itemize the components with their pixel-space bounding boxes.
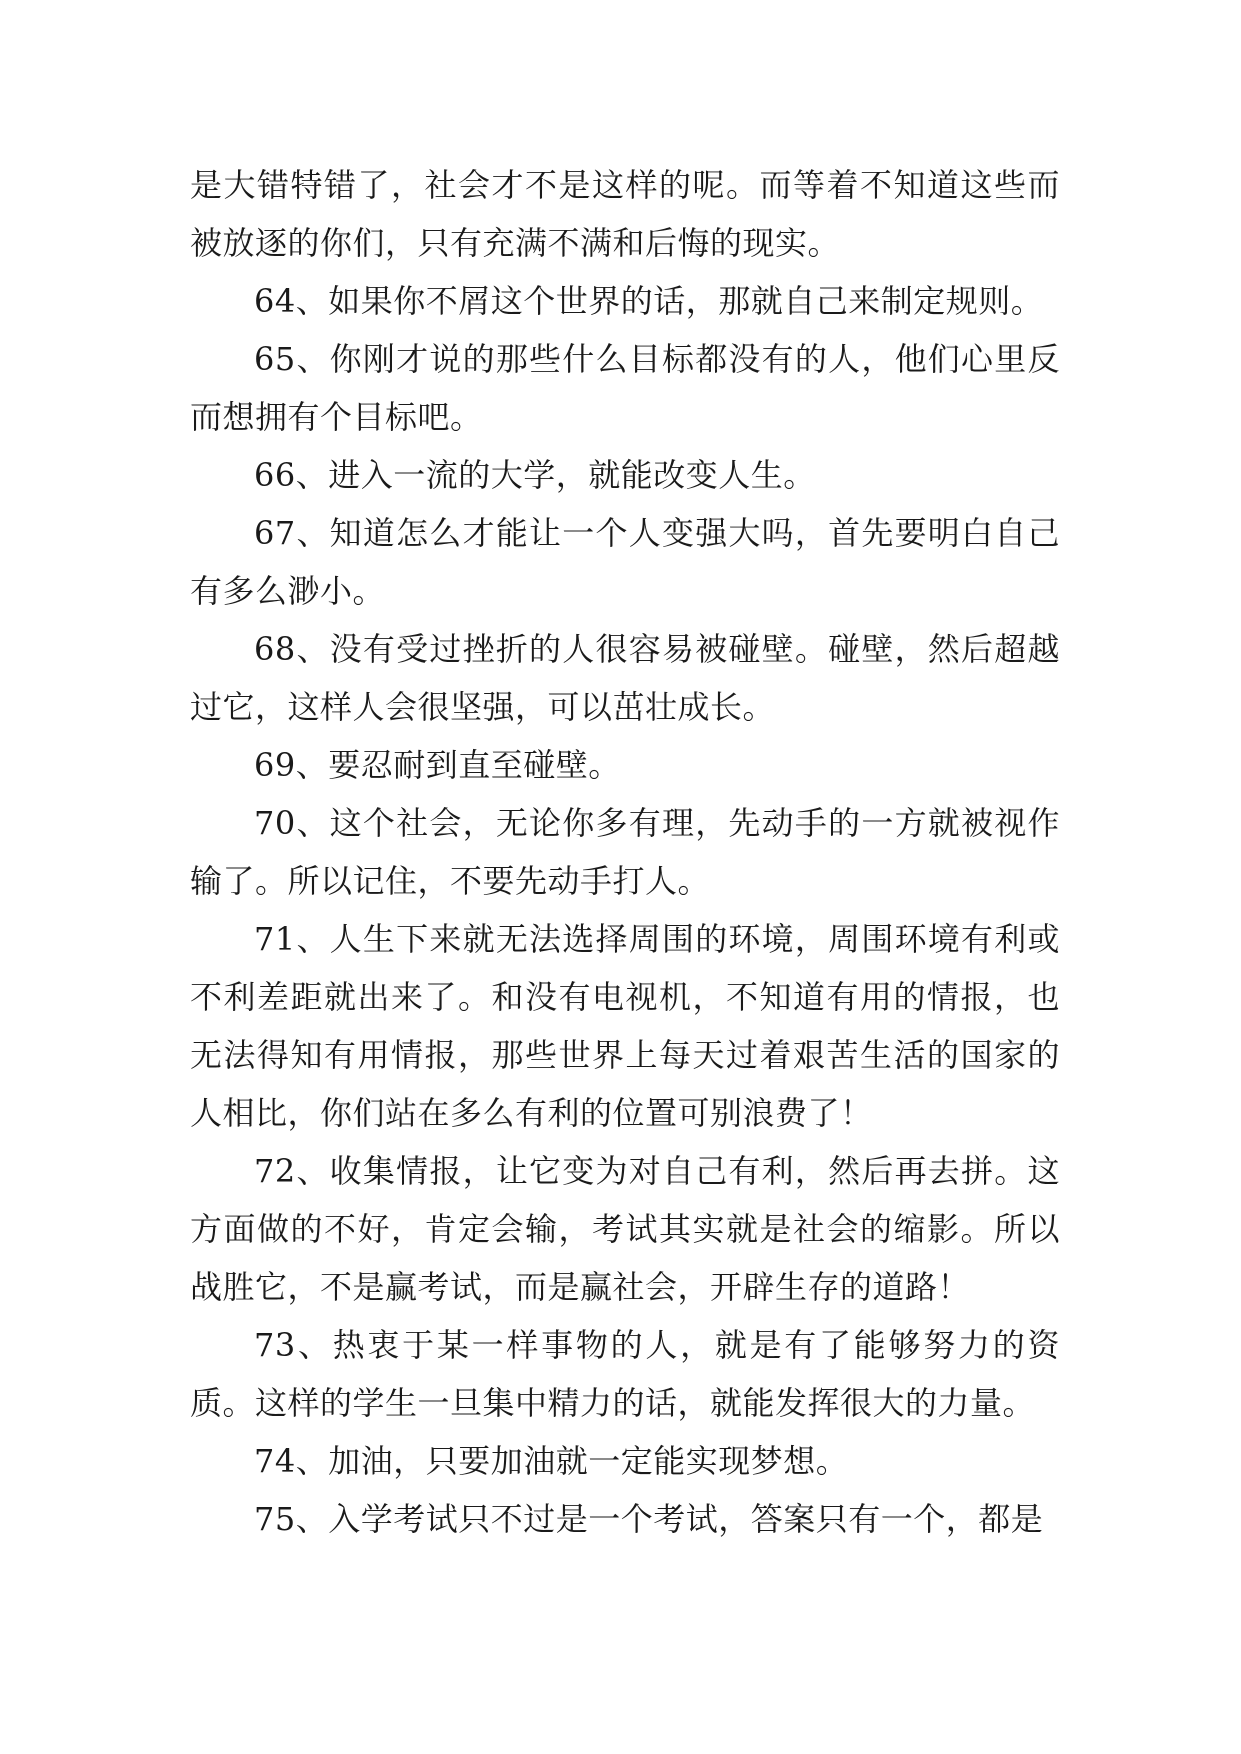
paragraph-73: 73、热衷于某一样事物的人，就是有了能够努力的资质。这样的学生一旦集中精力的话，就能发挥很大的力量。 <box>190 1326 1060 1422</box>
paragraph-69: 69、要忍耐到直至碰壁。 <box>254 746 621 784</box>
paragraph-67: 67、知道怎么才能让一个人变强大吗，首先要明白自己有多么渺小。 <box>190 514 1060 610</box>
paragraph-75: 75、入学考试只不过是一个考试，答案只有一个，都是 <box>254 1500 1044 1538</box>
paragraph-72: 72、收集情报，让它变为对自己有利，然后再去拼。这方面做的不好，肯定会输，考试其实就是社会的缩影。所以战胜它，不是赢考试，而是赢社会，开辟生存的道路！ <box>190 1152 1060 1306</box>
paragraph-65: 65、你刚才说的那些什么目标都没有的人，他们心里反而想拥有个目标吧。 <box>190 340 1060 436</box>
paragraph-68: 68、没有受过挫折的人很容易被碰壁。碰壁，然后超越过它，这样人会很坚强，可以茁壮成长。 <box>190 630 1060 726</box>
paragraph-74: 74、加油，只要加油就一定能实现梦想。 <box>254 1442 849 1480</box>
document-body <box>190 156 1060 1548</box>
paragraph-66: 66、进入一流的大学，就能改变人生。 <box>254 456 816 494</box>
paragraph-continuation: 是大错特错了，社会才不是这样的呢。而等着不知道这些而被放逐的你们，只有充满不满和后悔的现实。 <box>190 166 1060 262</box>
paragraph-64: 64、如果你不屑这个世界的话，那就自己来制定规则。 <box>254 282 1044 320</box>
paragraph-70: 70、这个社会，无论你多有理，先动手的一方就被视作输了。所以记住，不要先动手打人。 <box>190 804 1060 900</box>
paragraph-71: 71、人生下来就无法选择周围的环境，周围环境有利或不利差距就出来了。和没有电视机，不知道有用的情报，也无法得知有用情报，那些世界上每天过着艰苦生活的国家的人相比，你们站在多么有利的位置可别浪费了！ <box>190 920 1060 1132</box>
